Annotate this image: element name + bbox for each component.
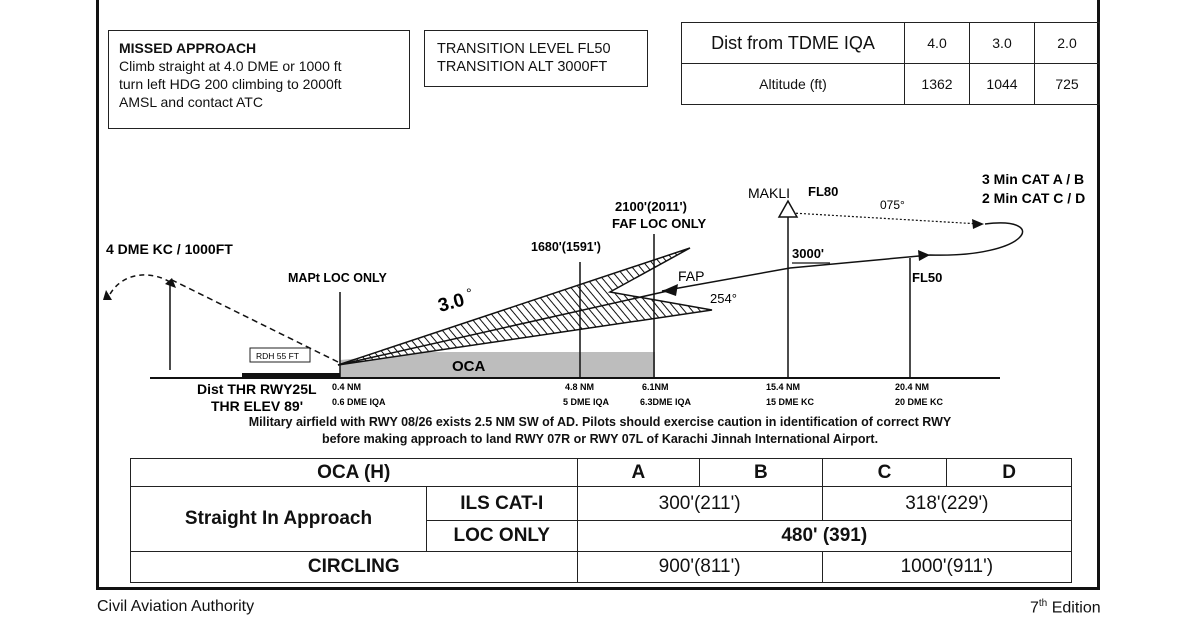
track-arrow — [918, 250, 930, 261]
cat-d-header: D — [947, 459, 1072, 487]
rdh-label: RDH 55 FT — [256, 351, 299, 361]
ils-cat-label: ILS CAT-I — [427, 487, 578, 521]
dist-nm-label: 20.4 NM — [895, 382, 930, 392]
missed-approach-line: AMSL and contact ATC — [119, 94, 263, 110]
runway — [242, 373, 340, 378]
hold-cat-ab: 3 Min CAT A / B — [982, 171, 1085, 187]
dist-dme-label: 5 DME IQA — [563, 397, 610, 407]
dist-nm-label: 15.4 NM — [766, 382, 801, 392]
glide-path-wedge — [338, 248, 712, 365]
loc-only-label: LOC ONLY — [427, 521, 578, 552]
missed-fix-label: 4 DME KC / 1000FT — [106, 241, 233, 257]
footer-edition — [1030, 598, 1101, 617]
straight-in-label: Straight In Approach — [131, 487, 427, 552]
oca-label: OCA — [452, 358, 486, 375]
edition-superscript: th — [1038, 598, 1048, 609]
dist-dme-label: 0.6 DME IQA — [332, 397, 386, 407]
makli-triangle — [779, 201, 797, 217]
altitude-value: 1362 — [905, 64, 970, 105]
transition-level: TRANSITION LEVEL FL50 — [437, 41, 611, 57]
cat-b-header: B — [700, 459, 823, 487]
missed-approach-line: turn left HDG 200 climbing to 2000ft — [119, 76, 342, 92]
altitude-value: 1044 — [970, 64, 1035, 105]
alt-1680-label: 1680'(1591') — [531, 240, 601, 254]
dist-value: 2.0 — [1035, 23, 1100, 64]
ils-cd-value: 318'(229') — [822, 487, 1071, 521]
thr-elev-label: THR ELEV 89' — [211, 398, 304, 414]
dist-thr-label: Dist THR RWY25L — [197, 381, 317, 397]
ils-ab-value: 300'(211') — [577, 487, 822, 521]
dist-header: Dist from TDME IQA — [682, 23, 905, 64]
altitude-label: Altitude (ft) — [682, 64, 905, 105]
dist-value: 4.0 — [905, 23, 970, 64]
note-line: Military airfield with RWY 08/26 exists 2.5 NM SW of AD. Pilots should exercise caution in identification of correct RWY — [248, 415, 952, 429]
loc-only-value: 480' (391) — [577, 521, 1071, 552]
dist-nm-label: 4.8 NM — [565, 382, 595, 392]
missed-approach-line: Climb straight at 4.0 DME or 1000 ft — [119, 58, 342, 74]
dist-nm-label: 0.4 NM — [332, 382, 362, 392]
fl80-label: FL80 — [808, 184, 839, 199]
dist-nm-label: 6.1NM — [642, 382, 669, 392]
faf-label: FAF LOC ONLY — [612, 216, 707, 231]
missed-approach-title: MISSED APPROACH — [119, 40, 257, 56]
missed-turn-path — [108, 275, 170, 298]
circling-cd-value: 1000'(911') — [822, 552, 1071, 583]
dist-dme-label: 20 DME KC — [895, 397, 944, 407]
fap-label: FAP — [678, 268, 705, 284]
outbound-arrow — [972, 219, 984, 229]
dist-dme-label: 6.3DME IQA — [640, 397, 692, 407]
dist-dme-label: 15 DME KC — [766, 397, 815, 407]
missed-arrow — [103, 290, 112, 300]
edition-number: 7 — [1030, 599, 1039, 617]
footer-authority: Civil Aviation Authority — [97, 598, 255, 615]
military-airfield-note — [120, 414, 1080, 448]
approach-track — [662, 223, 1023, 291]
circling-ab-value: 900'(811') — [577, 552, 822, 583]
course-075-label: 075° — [880, 198, 905, 212]
approach-arrow — [662, 284, 678, 296]
dist-value: 3.0 — [970, 23, 1035, 64]
cat-a-header: A — [577, 459, 700, 487]
faf-alt-label: 2100'(2011') — [615, 199, 687, 214]
edition-word: Edition — [1047, 599, 1101, 617]
hold-cat-cd: 2 Min CAT C / D — [982, 190, 1086, 206]
course-254-label: 254° — [710, 291, 737, 306]
alt-3000-label: 3000' — [792, 246, 825, 261]
note-line: before making approach to land RWY 07R or RWY 07L of Karachi Jinnah International Airport. — [321, 432, 879, 446]
transition-alt: TRANSITION ALT 3000FT — [437, 59, 608, 75]
makli-label: MAKLI — [748, 185, 791, 201]
oca-minima-table — [130, 458, 1072, 583]
makli-outbound — [792, 213, 980, 224]
glide-angle: 3.0 — [435, 289, 467, 317]
circling-label: CIRCLING — [131, 552, 578, 583]
altitude-value: 725 — [1035, 64, 1100, 105]
glide-angle-degree: ° — [466, 285, 472, 301]
oca-header: OCA (H) — [131, 459, 578, 487]
mapt-label: MAPt LOC ONLY — [288, 271, 387, 285]
fl50-label: FL50 — [912, 270, 943, 285]
cat-c-header: C — [822, 459, 947, 487]
